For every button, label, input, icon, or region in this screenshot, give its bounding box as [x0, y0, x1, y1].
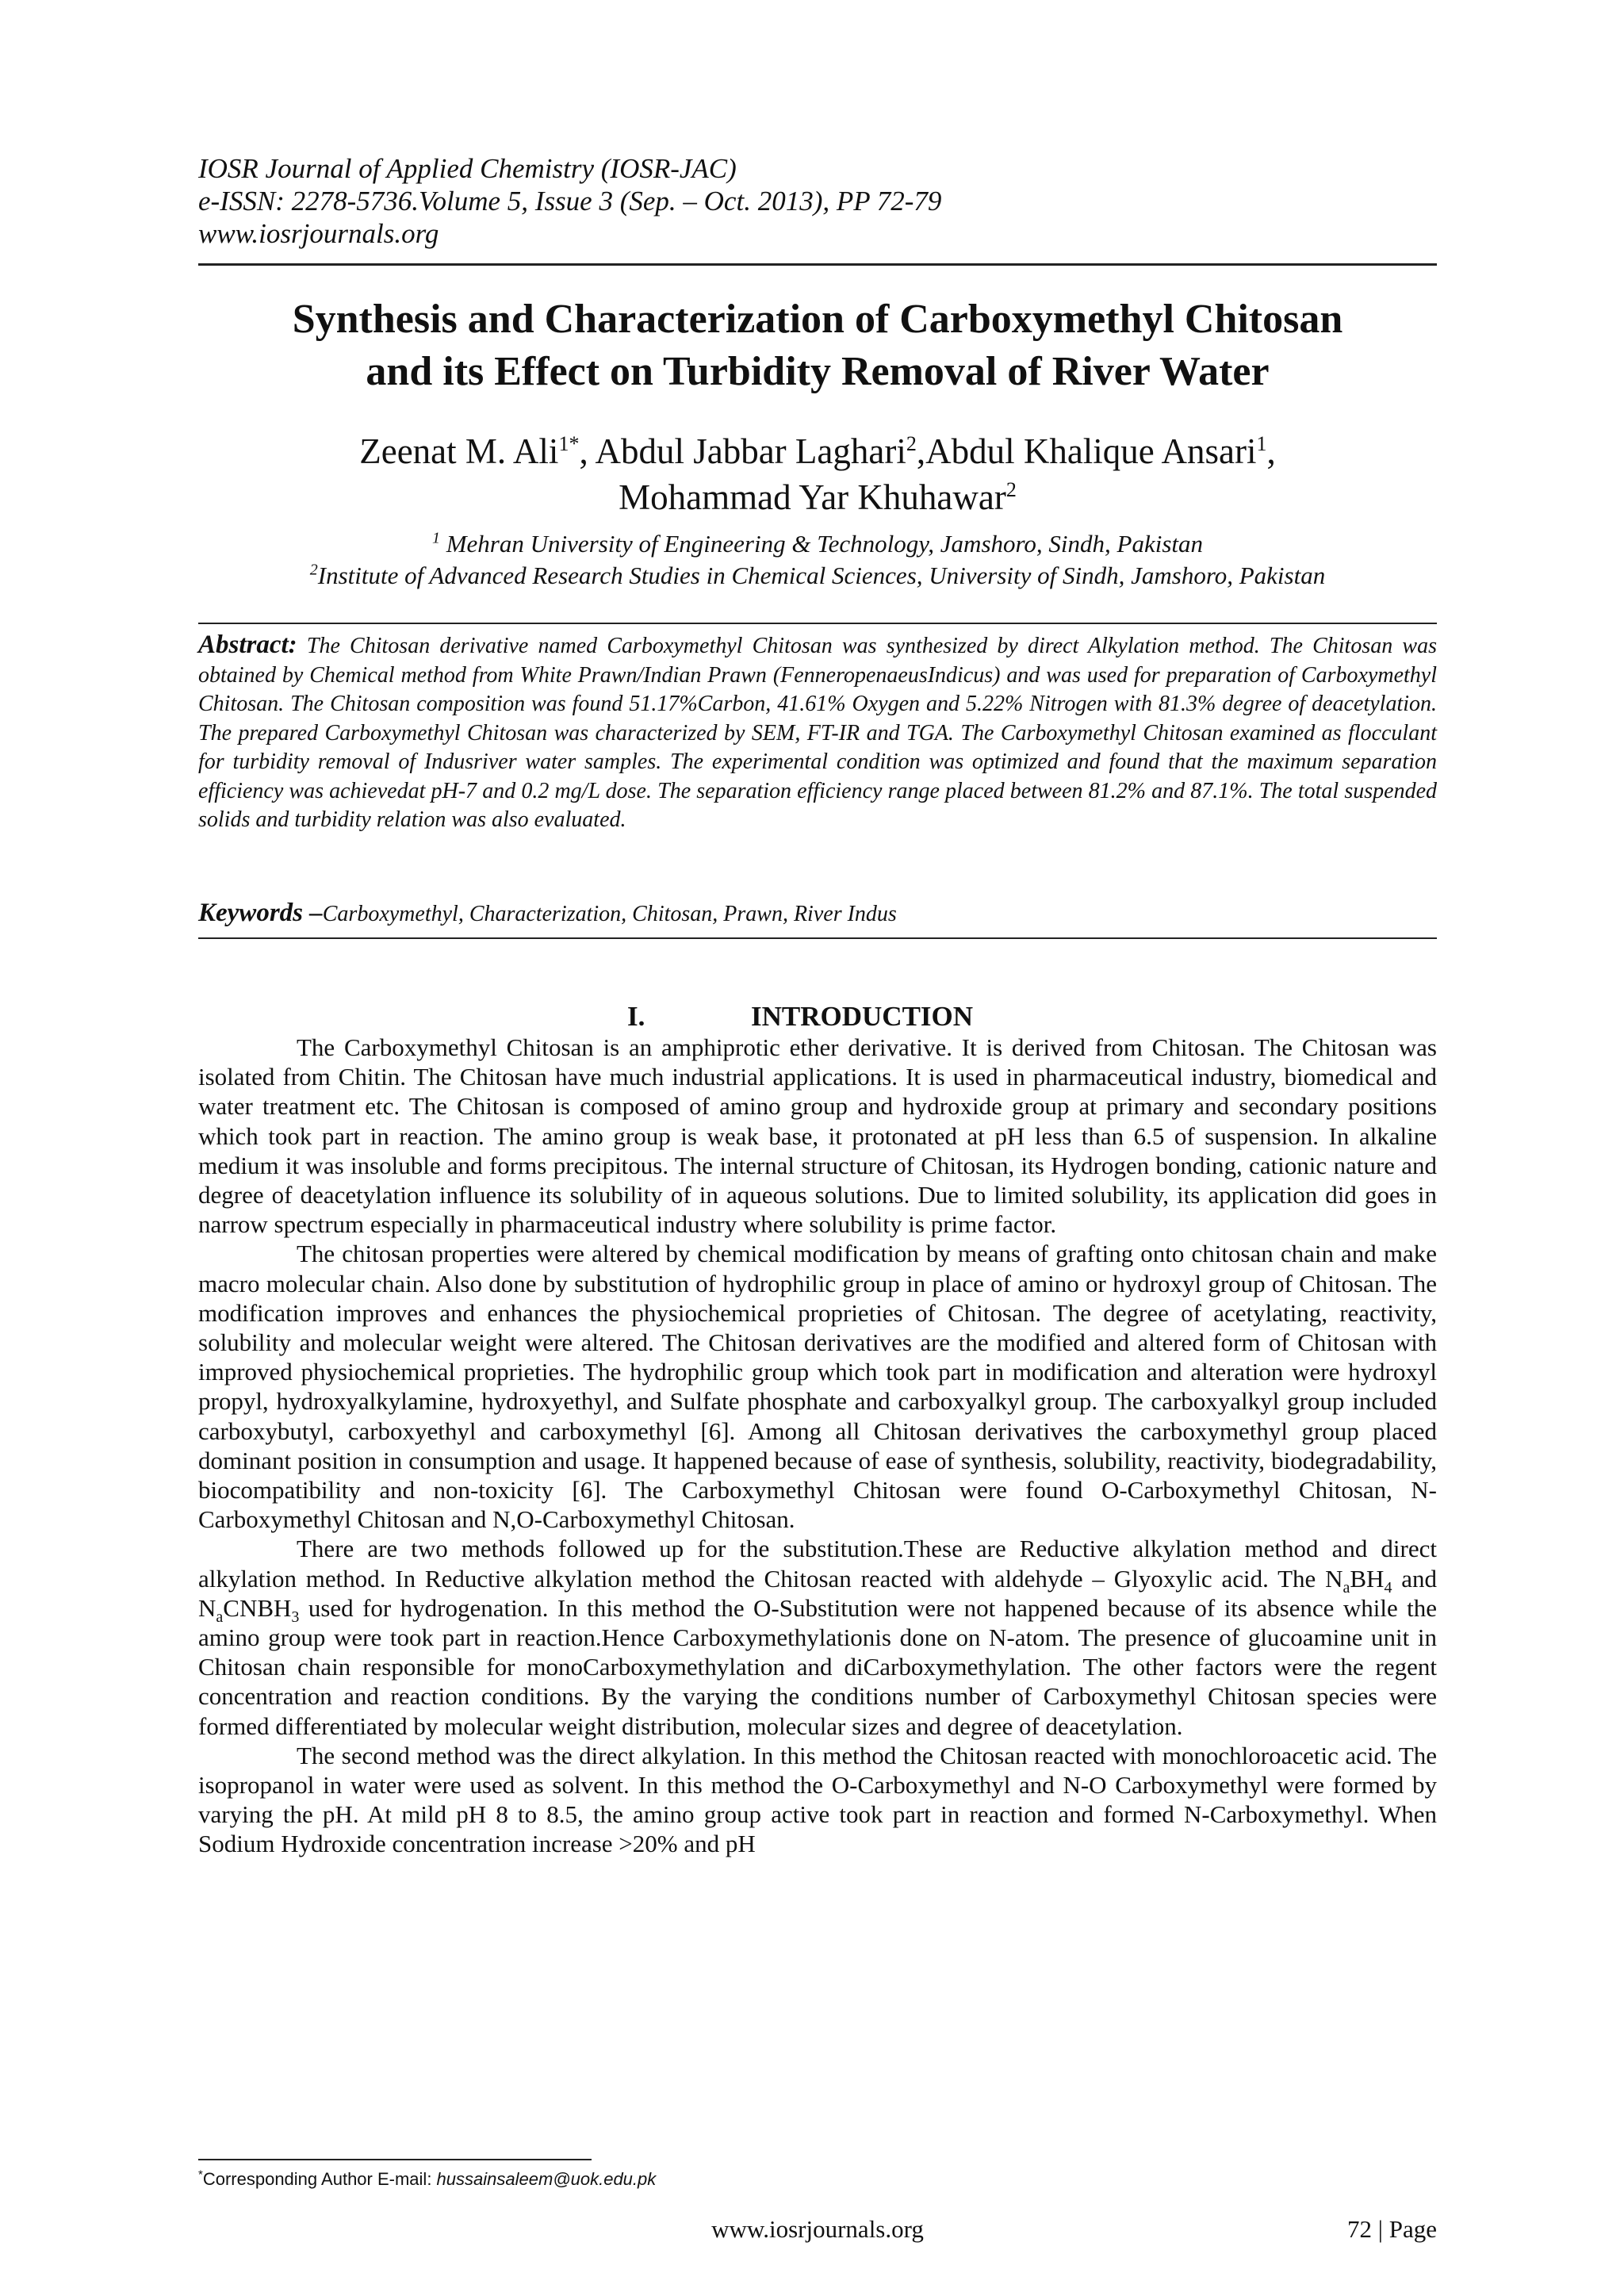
subscript: a: [216, 1608, 224, 1627]
affiliation-text: Institute of Advanced Research Studies in Chemical Sciences, University of Sindh, Jamshoro, Pakistan: [317, 562, 1326, 589]
paragraph-3: [198, 1534, 1437, 1740]
section-title: INTRODUCTION: [751, 1001, 974, 1032]
affiliation-2: [198, 560, 1437, 592]
text-run: and N: [198, 1564, 1437, 1622]
journal-website: www.iosrjournals.org: [198, 218, 439, 249]
keywords-divider: [198, 937, 1437, 939]
footnote-mark: *: [198, 2168, 203, 2182]
page-footer: [198, 2214, 1437, 2245]
paragraph-2: The chitosan properties were altered by chemical modification by means of grafting onto chitosan chain and make macro molecular chain. Also done by substitution of hydrophilic group in place of amino or hydroxyl group of Chitosan. The modification improves and enhances the physiochemical proprieties of Chitosan. The degree of acetylating, reactivity, solubility and molecular weight were altered. The Chitosan derivatives are the modified and altered form of Chitosan with improved physiochemical proprieties. The hydrophilic group which took part in modification and alteration were hydroxyl propyl, hydroxyalkylamine, hydroxyethyl, and Sulfate phosphate and carboxyalkyl group. The carboxyalkyl group included carboxybutyl, carboxyethyl and carboxymethyl [6]. Among all Chitosan derivatives the carboxymethyl group placed dominant position in consumption and usage. It happened because of ease of synthesis, solubility, reactivity, biodegradability, biocompatibility and non-toxicity [6]. The Carboxymethyl Chitosan were found O-Carboxymethyl Chitosan, N-Carboxymethyl Chitosan and N,O-Carboxymethyl Chitosan.: [198, 1240, 1437, 1534]
text-run: CNBH: [223, 1593, 292, 1622]
abstract-divider: [198, 623, 1437, 624]
introduction-body: [198, 1033, 1437, 1859]
author-affiliation-mark: 1*: [558, 432, 580, 455]
keywords: [198, 898, 1437, 930]
text-run: BH: [1350, 1564, 1385, 1593]
subscript: a: [1342, 1578, 1350, 1596]
footnote: [198, 2168, 1437, 2191]
footnote-email: hussainsaleem@uok.edu.pk: [436, 2169, 657, 2189]
journal-name: IOSR Journal of Applied Chemistry (IOSR-JAC): [198, 153, 737, 184]
author-name: , Abdul Jabbar Laghari: [579, 431, 906, 471]
author-affiliation-mark: 1: [1256, 432, 1267, 455]
abstract: [198, 631, 1437, 835]
footer-website: www.iosrjournals.org: [711, 2215, 924, 2243]
author-affiliation-mark: 2: [1005, 478, 1017, 501]
section-number: I.: [627, 1001, 645, 1032]
journal-issn-volume: e-ISSN: 2278-5736.Volume 5, Issue 3 (Sep. – Oct. 2013), PP 72-79: [198, 186, 942, 217]
author-separator: ,: [1266, 431, 1276, 471]
affiliation-mark: 2: [309, 561, 318, 579]
journal-header: [198, 152, 1437, 250]
page-number: 72 | Page: [1347, 2215, 1437, 2243]
author-list: [198, 428, 1437, 520]
abstract-text: The Chitosan derivative named Carboxymethyl Chitosan was synthesized by direct Alkylation method. The Chitosan was obtained by Chemical method from White Prawn/Indian Prawn (FenneropenaeusIndicus) and was used for preparation of Carboxymethyl Chitosan. The Chitosan composition was found 51.17%Carbon, 41.61% Oxygen and 5.22% Nitrogen with 81.3% degree of deacetylation. The prepared Carboxymethyl Chitosan was characterized by SEM, FT-IR and TGA. The Carboxymethyl Chitosan examined as flocculant for turbidity removal of Indusriver water samples. The experimental condition was optimized and found that the maximum separation efficiency was achievedat pH-7 and 0.2 mg/L dose. The separation efficiency range placed between 81.2% and 87.1%. The total suspended solids and turbidity relation was also evaluated.: [198, 634, 1437, 832]
paragraph-4: The second method was the direct alkylation. In this method the Chitosan reacted with monochloroacetic acid. The isopropanol in water were used as solvent. In this method the O-Carboxymethyl and N-O Carboxymethyl were formed by varying the pH. At mild pH 8 to 8.5, the amino group active took part in reaction and formed N-Carboxymethyl. When Sodium Hydroxide concentration increase >20% and pH: [198, 1741, 1437, 1858]
paragraph-1: The Carboxymethyl Chitosan is an amphiprotic ether derivative. It is derived from Chitosan. The Chitosan was isolated from Chitin. The Chitosan have much industrial applications. It is used in pharmaceutical industry, biomedical and water treatment etc. The Chitosan is composed of amino group and hydroxide group at primary and secondary positions which took part in reaction. The amino group is weak base, it protonated at pH less than 6.5 of suspension. In alkaline medium it was insoluble and forms precipitous. The internal structure of Chitosan, its Hydrogen bonding, cationic nature and degree of deacetylation influence its solubility of in aqueous solutions. Due to limited solubility, its application did goes in narrow spectrum especially in pharmaceutical industry where solubility is prime factor.: [198, 1033, 1437, 1239]
affiliations: [198, 528, 1437, 592]
footnote-label: Corresponding Author E-mail:: [202, 2169, 437, 2189]
author-name: Mohammad Yar Khuhawar: [619, 477, 1006, 517]
keywords-label: Keywords –: [198, 899, 323, 927]
subscript: 3: [291, 1608, 300, 1627]
keywords-text: Carboxymethyl, Characterization, Chitosan, Prawn, River Indus: [322, 902, 897, 926]
affiliation-1: [198, 528, 1437, 560]
text-run: There are two methods followed up for the substitution.These are Reductive alkylation method and direct alkylation method. In Reductive alkylation method the Chitosan reacted with aldehyde – Glyoxylic acid. The N: [198, 1535, 1437, 1593]
affiliation-mark: 1: [431, 529, 440, 547]
title-line-1: Synthesis and Characterization of Carboxymethyl Chitosan: [292, 297, 1343, 342]
author-affiliation-mark: 2: [906, 432, 917, 455]
paper-title: [198, 293, 1437, 398]
footnote-divider: [198, 2159, 592, 2160]
subscript: 4: [1384, 1578, 1392, 1596]
abstract-label: Abstract:: [198, 631, 297, 659]
author-name: ,Abdul Khalique Ansari: [916, 431, 1257, 471]
author-name: Zeenat M. Ali: [359, 431, 559, 471]
affiliation-text: Mehran University of Engineering & Technology, Jamshoro, Sindh, Pakistan: [439, 530, 1204, 558]
text-run: used for hydrogenation. In this method the O-Substitution were not happened because of its absence while the amino group were took part in reaction.Hence Carboxymethylationis done on N-atom. The presence of glucoamine unit in Chitosan chain responsible for monoCarboxymethylation and diCarboxymethylation. The other factors were the regent concentration and reaction conditions. By the varying the conditions number of Carboxymethyl Chitosan species were formed differentiated by molecular weight distribution, molecular sizes and degree of deacetylation.: [198, 1593, 1437, 1740]
author-line-1: [198, 428, 1437, 474]
header-divider: [198, 263, 1437, 266]
author-line-2: [198, 474, 1437, 520]
title-line-2: and its Effect on Turbidity Removal of River Water: [366, 349, 1270, 394]
